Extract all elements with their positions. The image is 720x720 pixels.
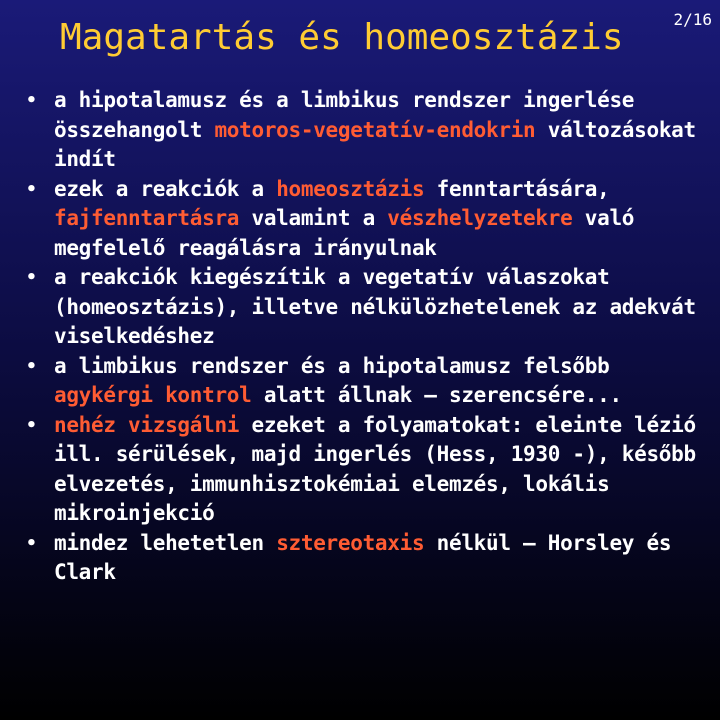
bullet-text: fenntartására, bbox=[424, 176, 610, 201]
bullet-text: a reakciók kiegészítik a vegetatív válaszokat (homeosztázis), illetve nélkülözhetelenek az adekvát viselkedéshez bbox=[54, 265, 696, 348]
bullet-text: ezek a reakciók a bbox=[54, 176, 277, 201]
bullet-text: változásokat indít bbox=[54, 117, 696, 171]
bullet-item bbox=[22, 86, 706, 175]
bullet-dot-icon: • bbox=[26, 414, 37, 436]
bullet-list bbox=[22, 86, 706, 588]
highlight-text: agykérgi kontrol bbox=[54, 383, 252, 407]
page-number: 2/16 bbox=[673, 10, 712, 29]
highlight-text: fajfenntartásra bbox=[54, 206, 240, 230]
bullet-item bbox=[22, 263, 706, 352]
bullet-text: a hipotalamusz és a limbikus rendszer ingerlése összehangolt bbox=[54, 88, 635, 142]
bullet-item bbox=[22, 352, 706, 411]
highlight-text: motoros-vegetatív-endokrin bbox=[214, 117, 536, 142]
bullet-dot-icon: • bbox=[26, 267, 37, 288]
highlight-text: vészhelyzetekre bbox=[387, 206, 573, 230]
bullet-item bbox=[22, 175, 706, 264]
bullet-item bbox=[22, 529, 706, 588]
bullet-dot-icon: • bbox=[26, 90, 37, 111]
slide-title: Magatartás és homeosztázis bbox=[60, 17, 624, 58]
highlight-text: nehéz vizsgálni bbox=[54, 412, 240, 437]
bullet-dot-icon: • bbox=[26, 532, 37, 554]
highlight-text: homeosztázis bbox=[276, 176, 425, 201]
bullet-text: valamint a bbox=[239, 206, 388, 230]
bullet-dot-icon: • bbox=[26, 355, 37, 377]
bullet-text: ezeket a folyamatokat: eleinte lézió ill. sérülések, majd ingerlés (Hess, 1930 -), később elvezetés, immunhisztokémiai elemzés, lokális mikroinjekció bbox=[54, 412, 696, 525]
bullet-text: való megfelelő reagálásra irányulnak bbox=[54, 206, 635, 260]
bullet-dot-icon: • bbox=[26, 178, 37, 200]
bullet-text: alatt állnak – szerencsére... bbox=[251, 383, 622, 407]
bullet-text: a limbikus rendszer és a hipotalamusz felsőbb bbox=[54, 353, 610, 378]
bullet-text: mindez lehetetlen bbox=[54, 530, 277, 555]
bullet-text: nélkül – Horsley és Clark bbox=[54, 530, 672, 584]
highlight-text: sztereotaxis bbox=[276, 530, 425, 555]
bullet-item bbox=[22, 411, 706, 529]
